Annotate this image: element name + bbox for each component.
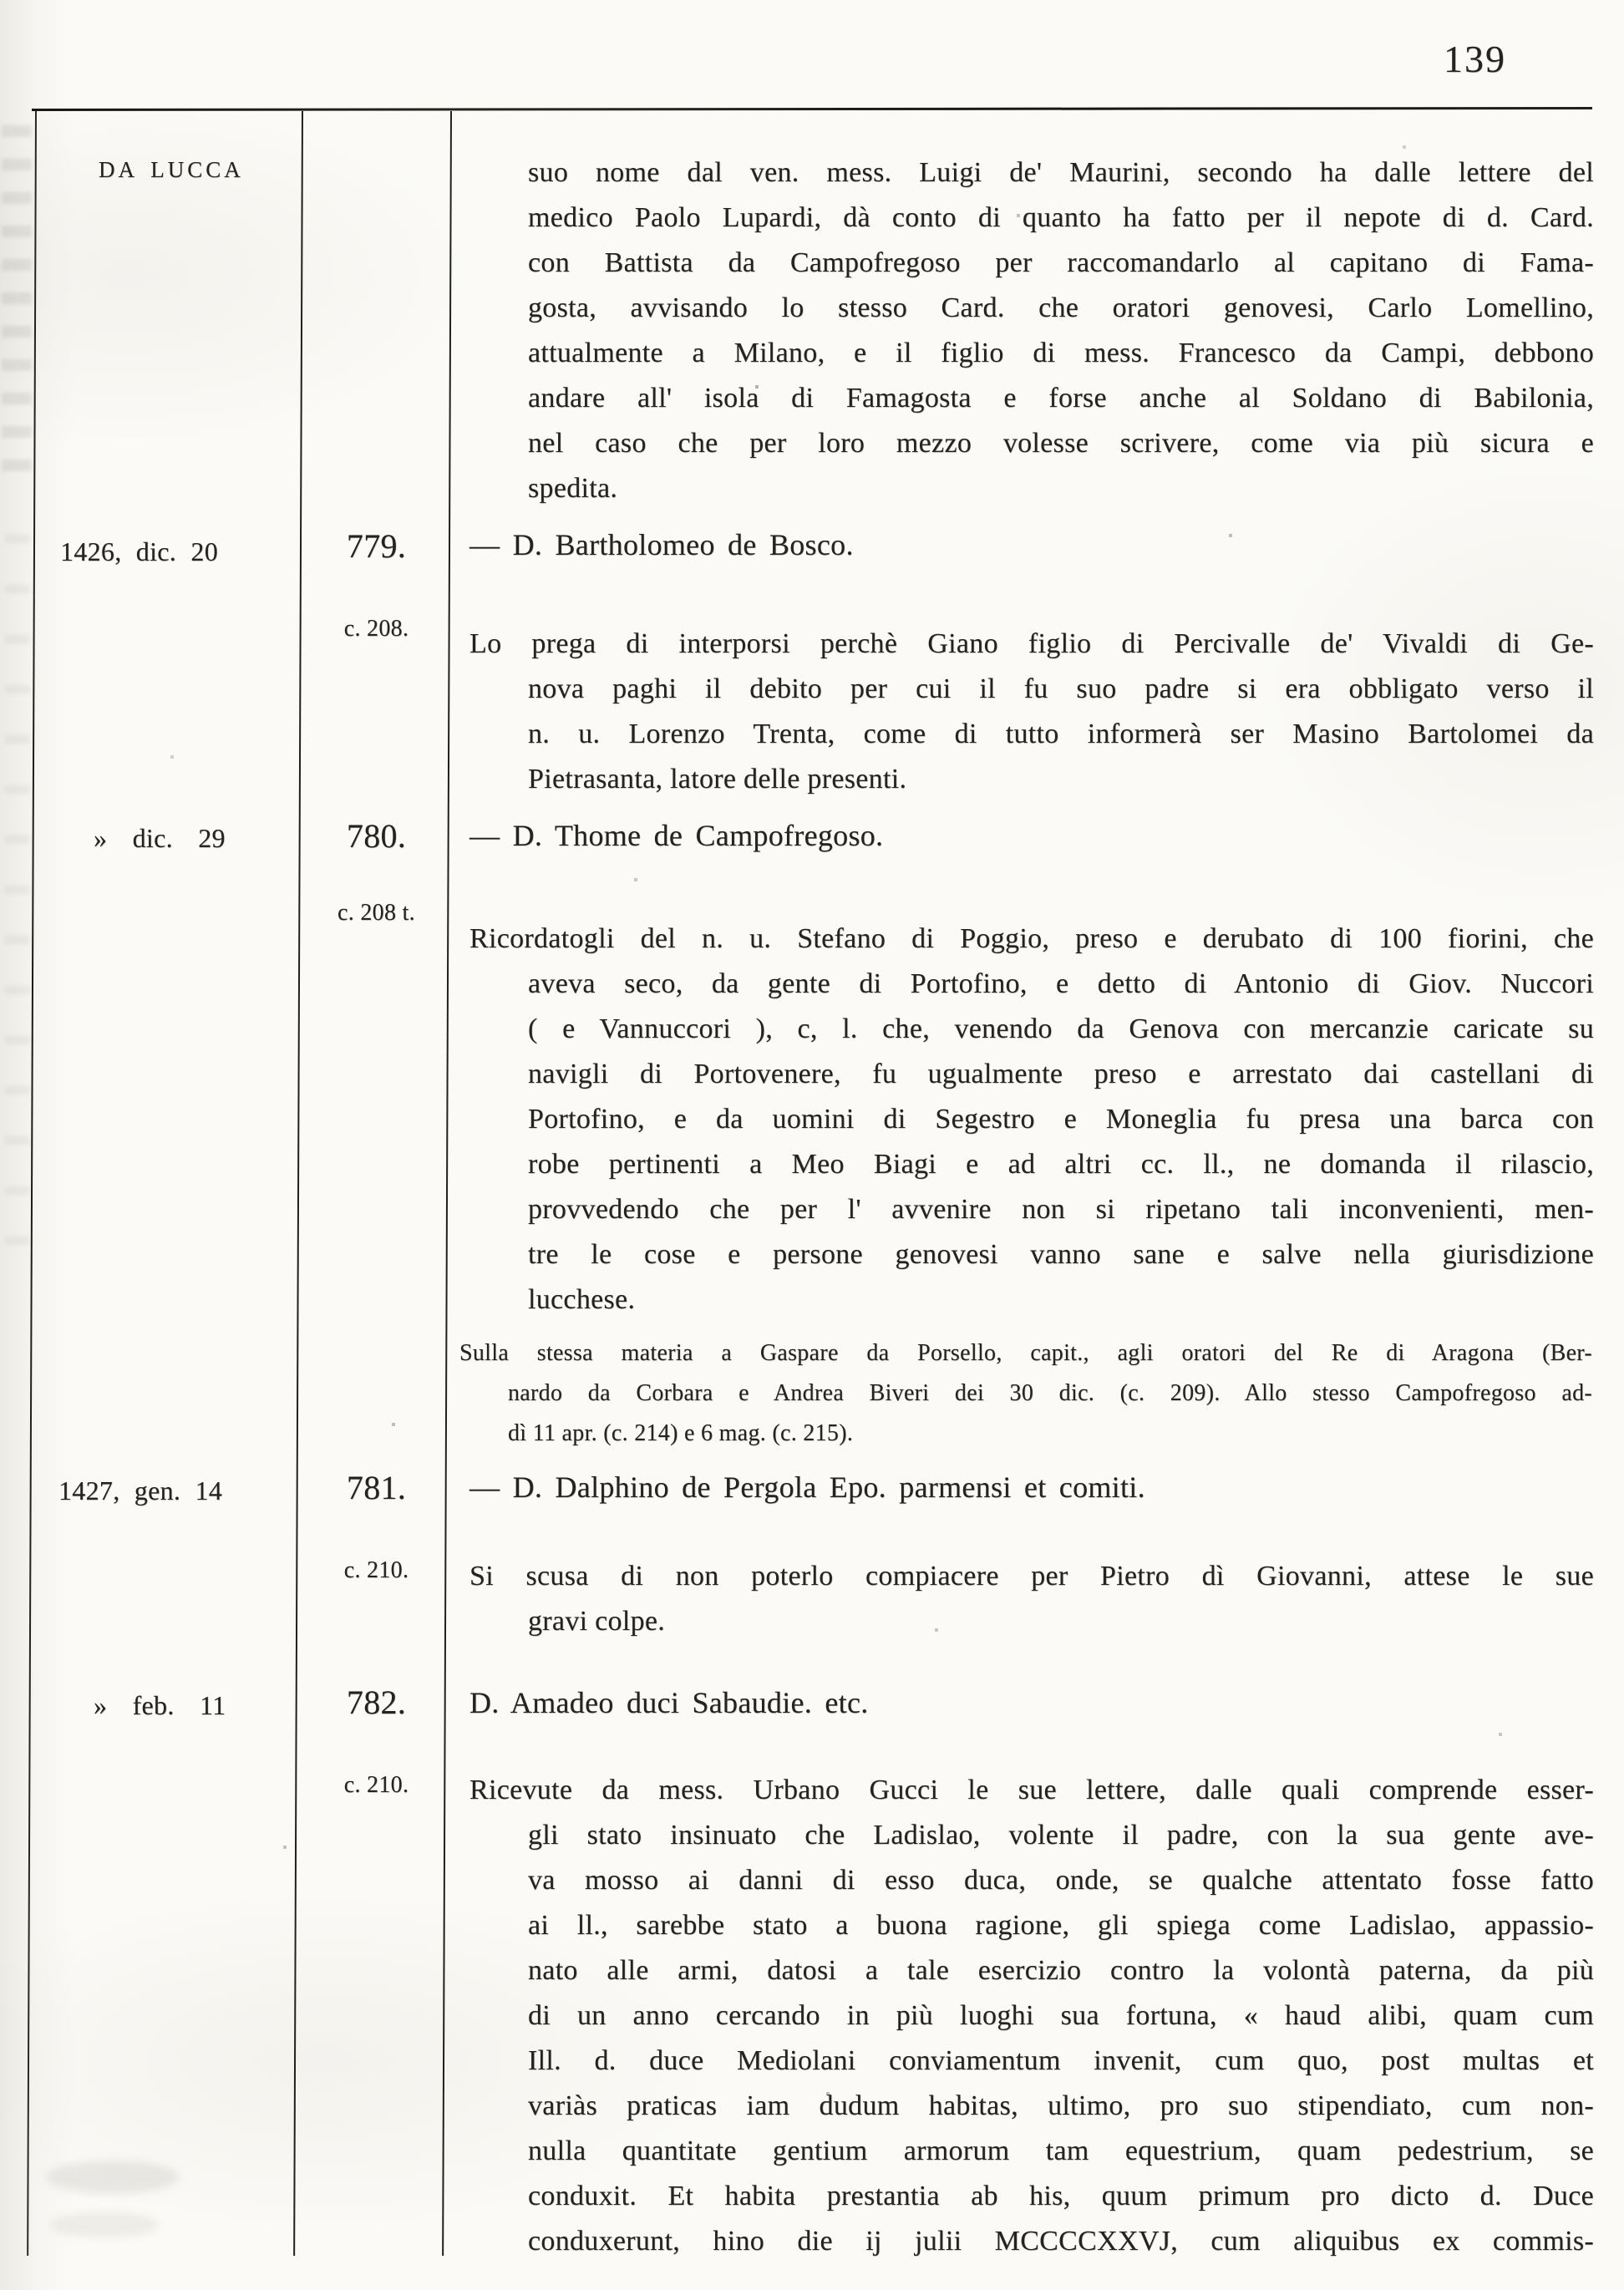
entry-heading: — D. Thome de Campofregoso. xyxy=(469,819,884,852)
entry-body xyxy=(469,622,1594,802)
entry-heading: — D. Bartholomeo de Bosco. xyxy=(469,528,854,561)
text-line: nato alle armi, datosi a tale esercizio contro la volontà paterna, da più xyxy=(528,1955,1594,1986)
column-header: DA LUCCA xyxy=(99,157,244,182)
text-line: Ricordatogli del n. u. Stefano di Poggio, preso e derubato di 100 fiorini, che xyxy=(469,923,1594,954)
entry-folio: c. 210. xyxy=(343,1772,409,1798)
entry-folio: c. 208. xyxy=(343,616,409,642)
entry-number: 780. xyxy=(346,817,407,855)
text-line: aveva seco, da gente di Portofino, e detto di Antonio di Giov. Nuccori xyxy=(528,968,1594,999)
entry-heading: — D. Dalphino de Pergola Epo. parmensi et comiti. xyxy=(469,1470,1145,1504)
continuation-paragraph xyxy=(528,150,1594,511)
text-line: Lo prega di interporsi perchè Giano figlio di Percivalle de' Vivaldi di Ge- xyxy=(469,628,1594,659)
entry-note xyxy=(459,1333,1592,1454)
text-line: va mosso ai danni di esso duca, onde, se qualche attentato fosse fatto xyxy=(528,1865,1594,1896)
text-line: Pietrasanta, latore delle presenti. xyxy=(528,764,907,795)
entry-date: » dic. 29 xyxy=(94,823,226,853)
text-line: Portofino, e da uomini di Segestro e Moneglia fu presa una barca con xyxy=(528,1104,1594,1135)
text-line: attualmente a Milano, e il figlio di mess. Francesco da Campi, debbono xyxy=(528,338,1594,368)
entry-number: 779. xyxy=(346,527,407,565)
text-line: Sulla stessa materia a Gaspare da Porsello, capit., agli oratori del Re di Aragona (Ber- xyxy=(459,1340,1592,1366)
text-line: Ricevute da mess. Urbano Gucci le sue lettere, dalle quali comprende esser- xyxy=(469,1775,1594,1805)
text-line: medico Paolo Lupardi, dà conto di quanto ha fatto per il nepote di d. Card. xyxy=(528,202,1594,233)
entry-folio: c. 208 t. xyxy=(337,900,415,926)
entry-date: » feb. 11 xyxy=(94,1690,226,1720)
text-line: ai ll., sarebbe stato a buona ragione, gli spiega come Ladislao, appassio- xyxy=(528,1910,1594,1941)
column-divider-line xyxy=(293,111,303,2256)
text-line: nardo da Corbara e Andrea Biveri dei 30 dic. (c. 209). Allo stesso Campofregoso ad- xyxy=(508,1380,1592,1406)
entry-number: 781. xyxy=(346,1469,407,1506)
text-line: nulla quantitate gentium armorum tam equestrium, quam pedestrium, se xyxy=(528,2135,1594,2166)
left-border-line xyxy=(27,111,37,2256)
text-line: gravi colpe. xyxy=(528,1606,666,1637)
ink-speck-artifacts xyxy=(0,0,2,2)
text-line: ( e Vannuccori ), c, l. che, venendo da Genova con mercanzie caricate su xyxy=(528,1013,1594,1044)
text-line: di un anno cercando in più luoghi sua fortuna, « haud alibi, quam cum xyxy=(528,2000,1594,2031)
entry-folio: c. 210. xyxy=(343,1557,409,1583)
text-line: robe pertinenti a Meo Biagi e ad altri cc. ll., ne domanda il rilascio, xyxy=(528,1149,1594,1180)
header-rule xyxy=(32,107,1592,111)
text-line: gli stato insinuato che Ladislao, volente il padre, con la sua gente ave- xyxy=(528,1820,1594,1851)
text-line: Si scusa di non poterlo compiacere per Pietro dì Giovanni, attese le sue xyxy=(469,1561,1594,1592)
text-line: con Battista da Campofregoso per raccomandarlo al capitano di Fama- xyxy=(528,247,1594,278)
text-line: variàs praticas iam dudum habitas, ultimo, pro suo stipendiato, cum non- xyxy=(528,2090,1594,2121)
text-line: Ill. d. duce Mediolani conviamentum invenit, cum quo, post multas et xyxy=(528,2045,1594,2076)
entry-date: 1426, dic. 20 xyxy=(60,536,218,566)
text-line: nova paghi il debito per cui il fu suo padre si era obbligato verso il xyxy=(528,673,1594,704)
bleed-through-artifact xyxy=(46,2161,180,2194)
entry-number: 782. xyxy=(346,1683,407,1721)
text-line: dì 11 apr. (c. 214) e 6 mag. (c. 215). xyxy=(508,1420,854,1446)
text-line: lucchese. xyxy=(528,1284,636,1315)
entry-heading: D. Amadeo duci Sabaudie. etc. xyxy=(469,1686,869,1719)
entry-date: 1427, gen. 14 xyxy=(58,1475,223,1506)
text-line: nel caso che per loro mezzo volesse scrivere, come via più sicura e xyxy=(528,428,1594,459)
bleed-through-artifact xyxy=(50,2212,159,2237)
page-number: 139 xyxy=(1444,38,1506,80)
bleed-through-artifact xyxy=(5,535,30,1287)
text-line: conduxerunt, hino die ij julii MCCCCXXVJ, cum aliquibus ex commis- xyxy=(528,2226,1594,2257)
entry-body xyxy=(469,1554,1594,1644)
text-line: navigli di Portovenere, fu ugualmente preso e arrestato dai castellani di xyxy=(528,1059,1594,1089)
entry-body xyxy=(469,1768,1594,2264)
bleed-through-artifact xyxy=(2,125,32,493)
text-line: tre le cose e persone genovesi vanno sane e salve nella giurisdizione xyxy=(528,1239,1594,1270)
column-divider-line xyxy=(442,111,452,2256)
text-line: gosta, avvisando lo stesso Card. che oratori genovesi, Carlo Lomellino, xyxy=(528,292,1594,323)
text-line: suo nome dal ven. mess. Luigi de' Maurini, secondo ha dalle lettere del xyxy=(528,157,1594,188)
text-line: andare all' isola di Famagosta e forse anche al Soldano di Babilonia, xyxy=(528,383,1594,414)
text-line: spedita. xyxy=(528,473,618,504)
entry-body xyxy=(469,917,1594,1323)
text-line: n. u. Lorenzo Trenta, come di tutto informerà ser Masino Bartolomei da xyxy=(528,718,1594,749)
text-line: provvedendo che per l' avvenire non si ripetano tali inconvenienti, men- xyxy=(528,1194,1594,1225)
text-line: conduxit. Et habita prestantia ab his, quum primum pro dicto d. Duce xyxy=(528,2181,1594,2211)
